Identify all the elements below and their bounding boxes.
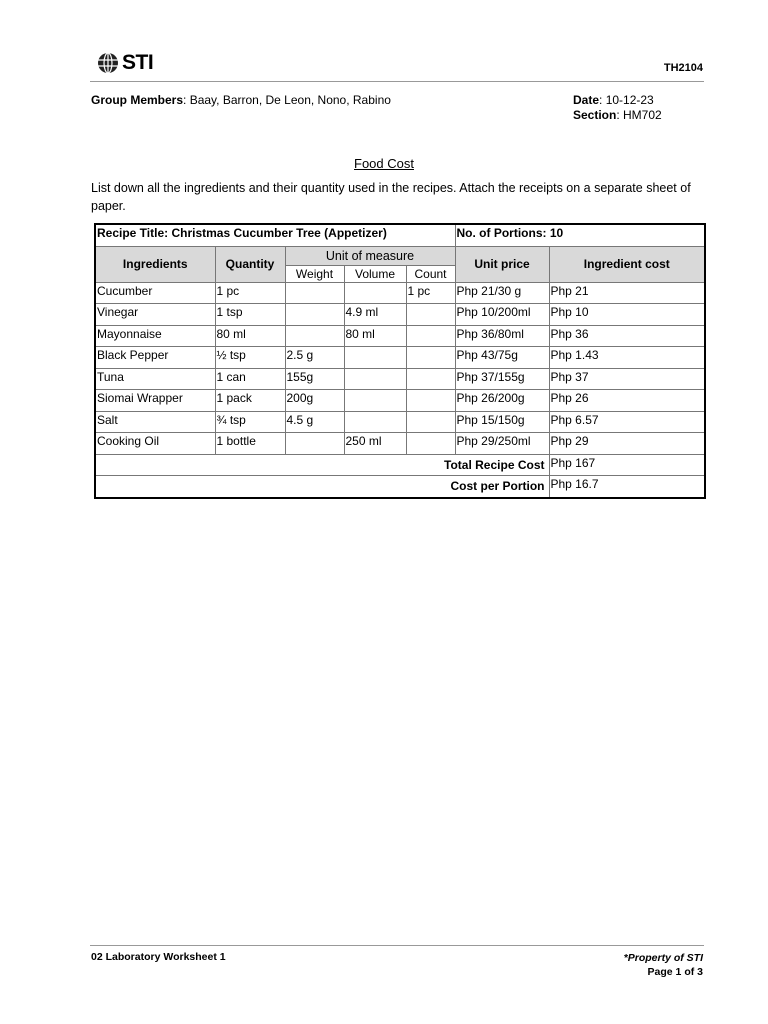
group-members-label: Group Members: [91, 93, 184, 107]
col-weight: Weight: [285, 265, 344, 282]
weight-cell: 155g: [285, 368, 344, 390]
table-row: [95, 390, 705, 412]
table-row: [95, 368, 705, 390]
section-line: Section: HM702: [573, 108, 662, 122]
cost-cell: Php 10: [549, 304, 705, 326]
total-value: Php 167: [549, 454, 705, 476]
quantity-cell: ½ tsp: [215, 347, 285, 369]
weight-cell: [285, 325, 344, 347]
ingredient-cell: Black Pepper: [95, 347, 215, 369]
cost-cell: Php 26: [549, 390, 705, 412]
ingredient-cell: Cooking Oil: [95, 433, 215, 455]
volume-cell: [344, 390, 406, 412]
header-divider: [90, 81, 704, 82]
date-value: 10-12-23: [605, 93, 654, 107]
table-row: [95, 325, 705, 347]
page-number: Page 1 of 3: [647, 966, 703, 978]
ingredient-cell: Siomai Wrapper: [95, 390, 215, 412]
cost-cell: Php 1.43: [549, 347, 705, 369]
weight-cell: [285, 433, 344, 455]
volume-cell: [344, 368, 406, 390]
cost-cell: Php 29: [549, 433, 705, 455]
count-cell: [406, 347, 455, 369]
recipe-title: Recipe Title: Christmas Cucumber Tree (Appetizer): [95, 224, 455, 246]
volume-cell: 4.9 ml: [344, 304, 406, 326]
footer-left: 02 Laboratory Worksheet 1: [91, 951, 226, 963]
date-label: Date: [573, 93, 600, 107]
document-code: TH2104: [663, 62, 703, 74]
group-members-value: Baay, Barron, De Leon, Nono, Rabino: [189, 93, 391, 107]
weight-cell: [285, 304, 344, 326]
table-row: [95, 282, 705, 304]
ingredient-cell: Tuna: [95, 368, 215, 390]
globe-icon: [96, 51, 120, 75]
count-cell: 1 pc: [406, 282, 455, 304]
date-section-block: [573, 93, 662, 123]
unit-price-cell: Php 43/75g: [455, 347, 549, 369]
col-count: Count: [406, 265, 455, 282]
ingredient-cell: Mayonnaise: [95, 325, 215, 347]
property-note: *Property of STI: [623, 952, 703, 964]
page-title: Food Cost: [354, 156, 414, 171]
unit-price-cell: Php 10/200ml: [455, 304, 549, 326]
cost-cell: Php 6.57: [549, 411, 705, 433]
unit-price-cell: Php 21/30 g: [455, 282, 549, 304]
quantity-cell: 80 ml: [215, 325, 285, 347]
count-cell: [406, 411, 455, 433]
volume-cell: [344, 347, 406, 369]
count-cell: [406, 390, 455, 412]
unit-price-cell: Php 26/200g: [455, 390, 549, 412]
cost-cell: Php 36: [549, 325, 705, 347]
section-label: Section: [573, 108, 617, 122]
date-line: Date: 10-12-23: [573, 93, 654, 107]
col-volume: Volume: [344, 265, 406, 282]
header-row: [95, 246, 705, 265]
table-row: [95, 347, 705, 369]
count-cell: [406, 368, 455, 390]
quantity-cell: ¾ tsp: [215, 411, 285, 433]
group-members: Group Members: Baay, Barron, De Leon, Nono, Rabino: [91, 93, 391, 107]
volume-cell: 80 ml: [344, 325, 406, 347]
quantity-cell: 1 can: [215, 368, 285, 390]
col-ingredients: Ingredients: [95, 246, 215, 282]
count-cell: [406, 433, 455, 455]
per-portion-value: Php 16.7: [549, 476, 705, 498]
portions: No. of Portions: 10: [455, 224, 705, 246]
section-value: HM702: [623, 108, 662, 122]
ingredient-cell: Vinegar: [95, 304, 215, 326]
weight-cell: 2.5 g: [285, 347, 344, 369]
table-row: [95, 411, 705, 433]
footer-divider: [90, 945, 704, 946]
quantity-cell: 1 pc: [215, 282, 285, 304]
ingredient-rows: [95, 282, 705, 454]
col-quantity: Quantity: [215, 246, 285, 282]
ingredient-cell: Cucumber: [95, 282, 215, 304]
cost-cell: Php 37: [549, 368, 705, 390]
total-row: [95, 454, 705, 476]
quantity-cell: 1 tsp: [215, 304, 285, 326]
ingredient-cell: Salt: [95, 411, 215, 433]
quantity-cell: 1 pack: [215, 390, 285, 412]
quantity-cell: 1 bottle: [215, 433, 285, 455]
table-row: [95, 304, 705, 326]
unit-price-cell: Php 15/150g: [455, 411, 549, 433]
col-unit-of-measure: Unit of measure: [285, 246, 455, 265]
table-row: [95, 433, 705, 455]
unit-price-cell: Php 36/80ml: [455, 325, 549, 347]
col-unit-price: Unit price: [455, 246, 549, 282]
weight-cell: 4.5 g: [285, 411, 344, 433]
col-ingredient-cost: Ingredient cost: [549, 246, 705, 282]
volume-cell: [344, 411, 406, 433]
unit-price-cell: Php 37/155g: [455, 368, 549, 390]
total-label: Total Recipe Cost: [95, 454, 549, 476]
instructions: List down all the ingredients and their quantity used in the recipes. Attach the receipts on a separate sheet of paper.: [91, 181, 691, 213]
weight-cell: 200g: [285, 390, 344, 412]
volume-cell: 250 ml: [344, 433, 406, 455]
weight-cell: [285, 282, 344, 304]
food-cost-table: [94, 223, 706, 499]
footer-right: [624, 951, 703, 979]
count-cell: [406, 304, 455, 326]
unit-price-cell: Php 29/250ml: [455, 433, 549, 455]
logo-text: STI: [122, 51, 154, 74]
per-portion-label: Cost per Portion: [95, 476, 549, 498]
recipe-title-row: [95, 224, 705, 246]
cost-cell: Php 21: [549, 282, 705, 304]
count-cell: [406, 325, 455, 347]
volume-cell: [344, 282, 406, 304]
per-portion-row: [95, 476, 705, 498]
sti-logo: [96, 50, 153, 76]
